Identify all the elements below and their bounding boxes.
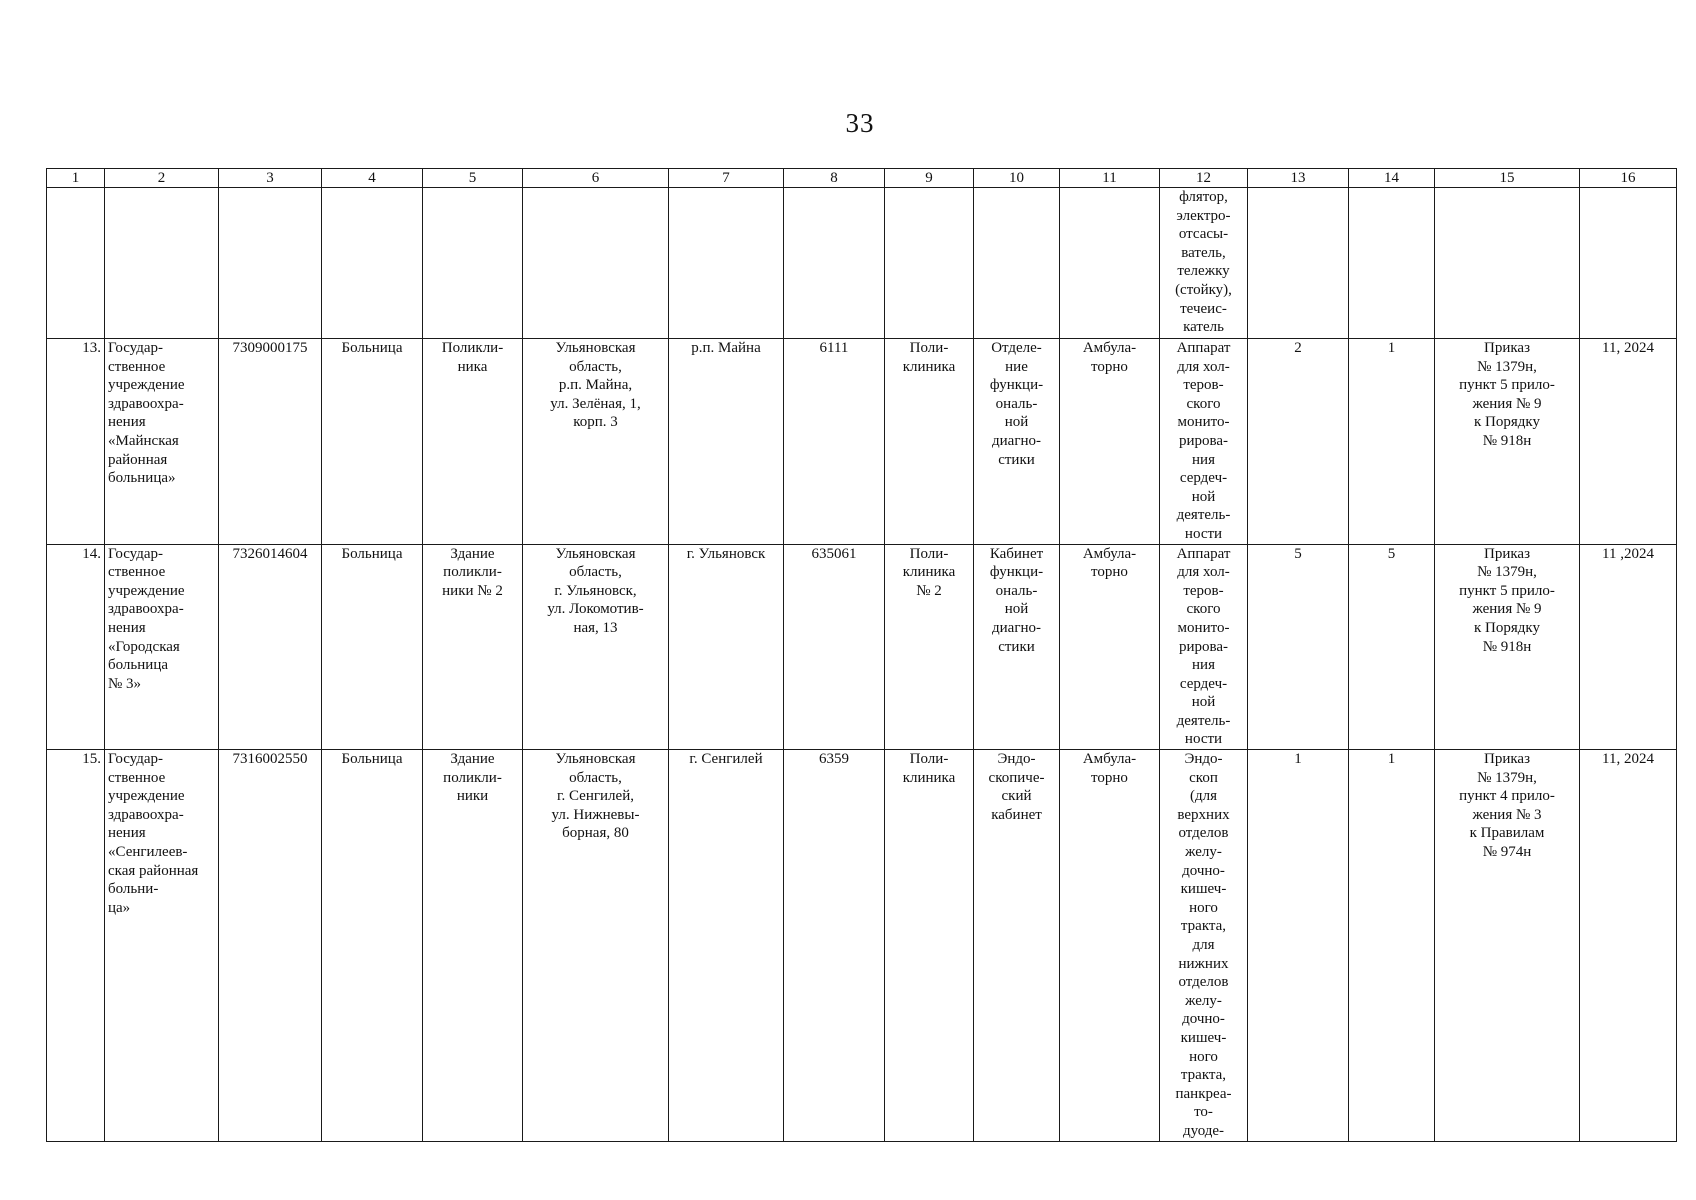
cell-regulation: Приказ № 1379н, пункт 5 прило- жения № 9 к Порядку № 918н [1435,544,1580,750]
cell-type: Больница [322,339,423,545]
cell-regulation: Приказ № 1379н, пункт 5 прило- жения № 9 к Порядку № 918н [1435,339,1580,545]
cell-equipment: Аппарат для хол- теров- ского монито- рирова- ния сердеч- ной деятель- ности [1160,339,1248,545]
cell-address: Ульяновская область, г. Сенгилей, ул. Нижневы- борная, 80 [523,750,669,1142]
column-number: 10 [974,169,1060,188]
cell-deadline: 11, 2024 [1580,750,1677,1142]
cell-inn: 7316002550 [219,750,322,1142]
column-number: 2 [105,169,219,188]
cell-row-number: 14. [47,544,105,750]
cell-locality: г. Сенгилей [669,750,784,1142]
cell-subdivision: Поли- клиника [885,339,974,545]
cell-code: 6359 [784,750,885,1142]
table-row [47,750,1677,1142]
cell-address [523,188,669,339]
column-number: 8 [784,169,885,188]
cell-code: 635061 [784,544,885,750]
cell-code: 6111 [784,339,885,545]
cell-regulation [1435,188,1580,339]
cell-locality [669,188,784,339]
cell-department: Отделе- ние функци- ональ- ной диагно- стики [974,339,1060,545]
cell-deadline: 11, 2024 [1580,339,1677,545]
column-number: 11 [1060,169,1160,188]
cell-inn: 7309000175 [219,339,322,545]
cell-care-form: Амбула- торно [1060,544,1160,750]
column-number: 15 [1435,169,1580,188]
cell-required-qty [1248,188,1349,339]
cell-actual-qty: 1 [1349,339,1435,545]
cell-row-number: 13. [47,339,105,545]
cell-department: Эндо- скопиче- ский кабинет [974,750,1060,1142]
cell-type [322,188,423,339]
cell-department [974,188,1060,339]
cell-actual-qty: 1 [1349,750,1435,1142]
cell-inn [219,188,322,339]
cell-department: Кабинет функци- ональ- ной диагно- стики [974,544,1060,750]
column-number: 13 [1248,169,1349,188]
column-number: 9 [885,169,974,188]
cell-required-qty: 1 [1248,750,1349,1142]
cell-institution: Государ- ственное учреждение здравоохра- нения «Городская больница № 3» [105,544,219,750]
table-row [47,544,1677,750]
cell-deadline: 11 ,2024 [1580,544,1677,750]
cell-required-qty: 2 [1248,339,1349,545]
column-number: 3 [219,169,322,188]
cell-equipment: Аппарат для хол- теров- ского монито- рирова- ния сердеч- ной деятель- ности [1160,544,1248,750]
cell-care-form: Амбула- торно [1060,750,1160,1142]
cell-required-qty: 5 [1248,544,1349,750]
cell-deadline [1580,188,1677,339]
cell-subdivision [885,188,974,339]
cell-building [423,188,523,339]
cell-subdivision: Поли- клиника № 2 [885,544,974,750]
column-number-row [47,169,1677,188]
cell-care-form: Амбула- торно [1060,339,1160,545]
cell-address: Ульяновская область, г. Ульяновск, ул. Локомотив- ная, 13 [523,544,669,750]
cell-locality: г. Ульяновск [669,544,784,750]
cell-building: Здание поликли- ники № 2 [423,544,523,750]
cell-institution: Государ- ственное учреждение здравоохра- нения «Майнская районная больница» [105,339,219,545]
cell-institution [105,188,219,339]
column-number: 4 [322,169,423,188]
column-number: 6 [523,169,669,188]
cell-institution: Государ- ственное учреждение здравоохра- нения «Сенгилеев- ская районная больни- ца» [105,750,219,1142]
cell-regulation: Приказ № 1379н, пункт 4 прило- жения № 3 к Правилам № 974н [1435,750,1580,1142]
page-number: 33 [845,108,875,138]
cell-locality: р.п. Майна [669,339,784,545]
cell-row-number [47,188,105,339]
column-number: 5 [423,169,523,188]
column-number: 7 [669,169,784,188]
cell-actual-qty: 5 [1349,544,1435,750]
register-table [46,168,1677,1142]
table-row [47,188,1677,339]
column-number: 1 [47,169,105,188]
cell-inn: 7326014604 [219,544,322,750]
column-number: 12 [1160,169,1248,188]
cell-code [784,188,885,339]
cell-equipment: флятор, электро- отсасы- ватель, тележку (стойку), течеис- катель [1160,188,1248,339]
cell-building: Здание поликли- ники [423,750,523,1142]
cell-subdivision: Поли- клиника [885,750,974,1142]
cell-care-form [1060,188,1160,339]
table-row [47,339,1677,545]
column-number: 16 [1580,169,1677,188]
cell-address: Ульяновская область, р.п. Майна, ул. Зелёная, 1, корп. 3 [523,339,669,545]
cell-equipment: Эндо- скоп (для верхних отделов желу- дочно- кишеч- ного тракта, для нижних отделов желу- дочно- кишеч- ного тракта, панкреа- то- дуоде- [1160,750,1248,1142]
column-number: 14 [1349,169,1435,188]
cell-actual-qty [1349,188,1435,339]
cell-type: Больница [322,750,423,1142]
cell-type: Больница [322,544,423,750]
cell-row-number: 15. [47,750,105,1142]
cell-building: Поликли- ника [423,339,523,545]
